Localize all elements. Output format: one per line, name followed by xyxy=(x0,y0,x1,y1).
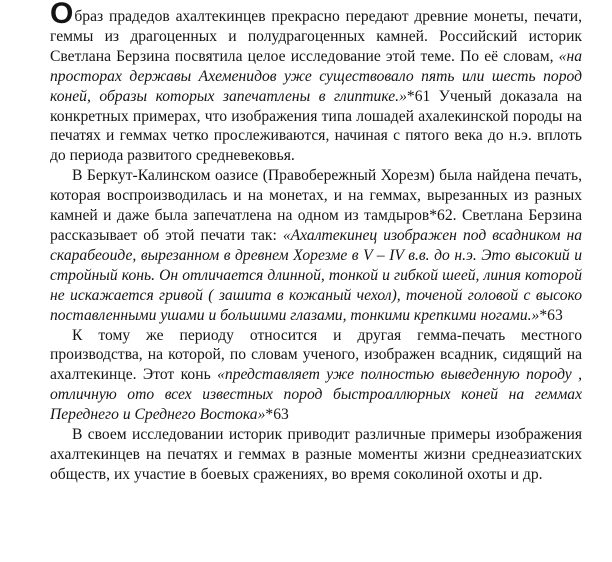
footnote-ref-63a: *63 xyxy=(539,306,563,324)
footnote-ref-63b: *63 xyxy=(265,406,289,424)
paragraph-1 xyxy=(50,0,582,166)
paragraph-2 xyxy=(50,166,582,325)
paragraph-3 xyxy=(50,326,582,426)
quote-berzina-1: «на просторах державы Ахеменидов уже существовало пять или шесть пород коней, образы которых запечатлены в глиптике.» xyxy=(50,47,582,105)
quote-berzina-2: «Ахалтекинец изображен под всадником на скарабеоиде, вырезанном в древнем Хорезме в V – IV в.в. до н.э. Это высокий и стройный конь. Он отличается длинной, тонкой и гибкой шеей, линия которой не искажается гривой ( зашита в кожаный чехол), точеной головой с высоко поставленными ушами и большими глазами, тонкими крепкими ногами.» xyxy=(50,226,582,324)
paragraph-3-text: К тому же периоду относится и другая гемма-печать местного производства, на которой, по словам ученого, изображен всадник, сидящий на ахалтекинце. Этот конь xyxy=(50,326,582,384)
drop-cap: О xyxy=(50,0,74,30)
paragraph-4 xyxy=(50,425,582,485)
paragraph-2-text: В Беркут-Калинском оазисе (Правобережный Хорезм) была найдена печать, которая воспроизводилась и на монетах, и на геммах, вырезанных из разных камней и даже была запечатлена на одном из тамдыров*62. Светлана Берзина рассказывает об этой печати так: xyxy=(50,167,582,244)
paragraph-1-text: браз прадедов ахалтекинцев прекрасно передают древние монеты, печати, геммы из драгоценных и полудрагоценных камней. Российский историк Светлана Берзина посвятила целое исследование этой теме. По её словам, xyxy=(50,8,582,65)
article-body xyxy=(50,0,583,485)
quote-berzina-3: «представляет уже полностью выведенную породу , отличную ото всех известных пород быстроаллюрных коней на геммах Переднего и Среднего Востока» xyxy=(50,366,583,424)
paragraph-4-text: В своем исследовании историк приводит различные примеры изображения ахалтекинцев на печатях и геммах в разные моменты жизни среднеазиатских обществ, их участие в боевых сражениях, во время соколиной охоты и др. xyxy=(50,426,582,483)
paragraph-1-text-continued: *61 Ученый доказала на конкретных примерах, что изображения типа лошадей ахалекинской породы на печатях и геммах четко прослеживаются, начиная с пятого века до н.э. вплоть до периода развитого средневековья. xyxy=(50,87,582,165)
